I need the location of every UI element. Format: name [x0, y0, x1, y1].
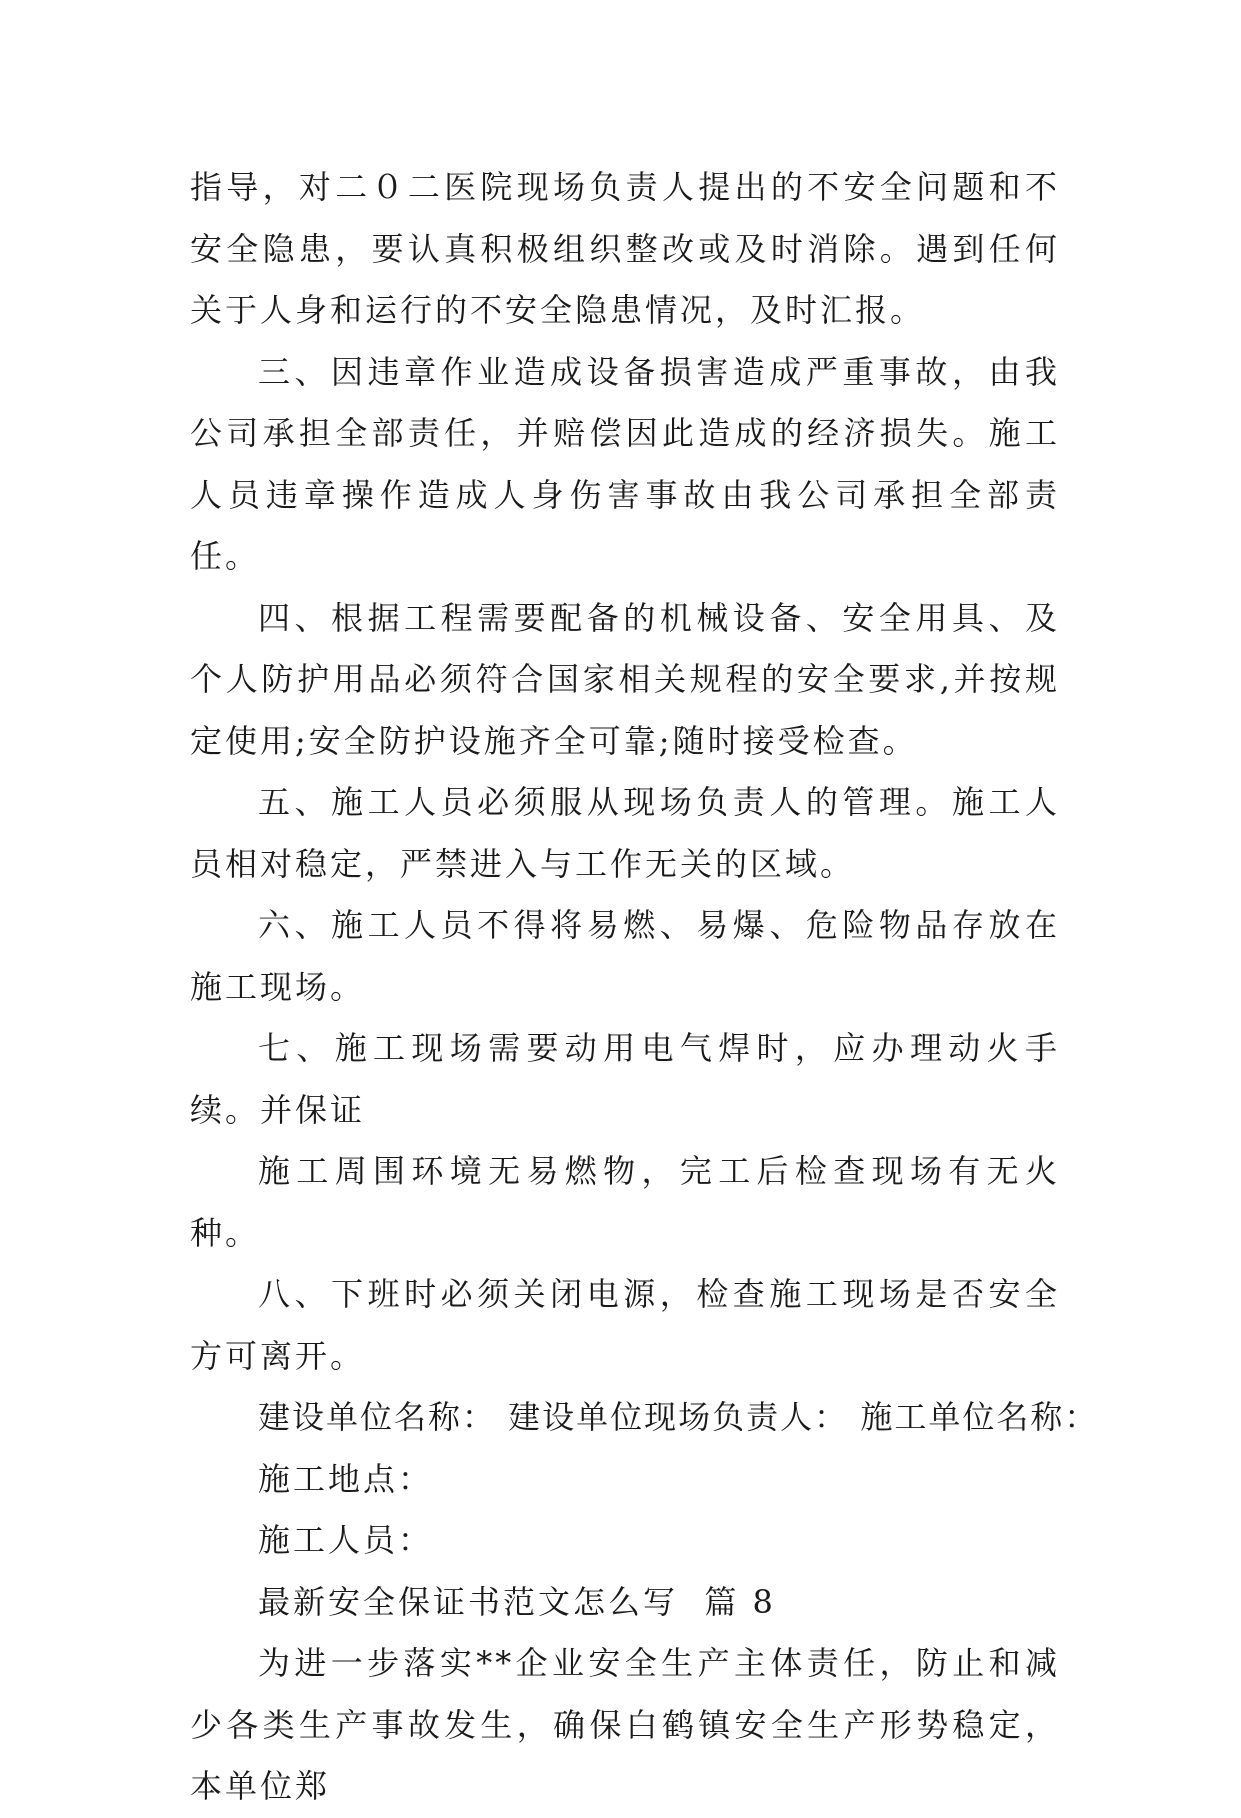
- paragraph-item-4: 四、根据工程需要配备的机械设备、安全用具、及个人防护用品必须符合国家相关规程的安全要求,并按规定使用;安全防护设施齐全可靠;随时接受检查。: [190, 598, 1060, 760]
- paragraph-new-section: 为进一步落实**企业安全生产主体责任，防止和减少各类生产事故发生，确保白鹤镇安全生产形势稳定，本单位郑: [190, 1644, 1060, 1805]
- paragraph-item-3: 三、因违章作业造成设备损害造成严重事故，由我公司承担全部责任，并赔偿因此造成的经济损失。施工人员违章操作造成人身伤害事故由我公司承担全部责任。: [190, 352, 1060, 575]
- paragraph-item-7: 七、施工现场需要动用电气焊时，应办理动火手续。并保证: [190, 1029, 1060, 1129]
- construction-personnel-field: 施工人员：: [258, 1521, 434, 1559]
- paragraph-item-8: 八、下班时必须关闭电源，检查施工现场是否安全方可离开。: [190, 1275, 1060, 1375]
- signature-fields-line: 建设单位名称： 建设单位现场负责人： 施工单位名称：: [258, 1398, 1099, 1436]
- document-body: [190, 157, 1099, 1818]
- paragraph-item-6: 六、施工人员不得将易燃、易爆、危险物品存放在施工现场。: [190, 906, 1060, 1006]
- section-heading: 最新安全保证书范文怎么写 篇 8: [258, 1582, 776, 1621]
- construction-location-field: 施工地点：: [258, 1459, 434, 1498]
- paragraph-item-5: 五、施工人员必须服从现场负责人的管理。施工人员相对稳定，严禁进入与工作无关的区域。: [190, 783, 1060, 883]
- paragraph-item-7-continued: 施工周围环境无易燃物，完工后检查现场有无火种。: [190, 1152, 1060, 1252]
- paragraph-continued-guidance: 指导，对二０二医院现场负责人提出的不安全问题和不安全隐患，要认真积极组织整改或及时消除。遇到任何关于人身和运行的不安全隐患情况，及时汇报。: [190, 168, 1060, 329]
